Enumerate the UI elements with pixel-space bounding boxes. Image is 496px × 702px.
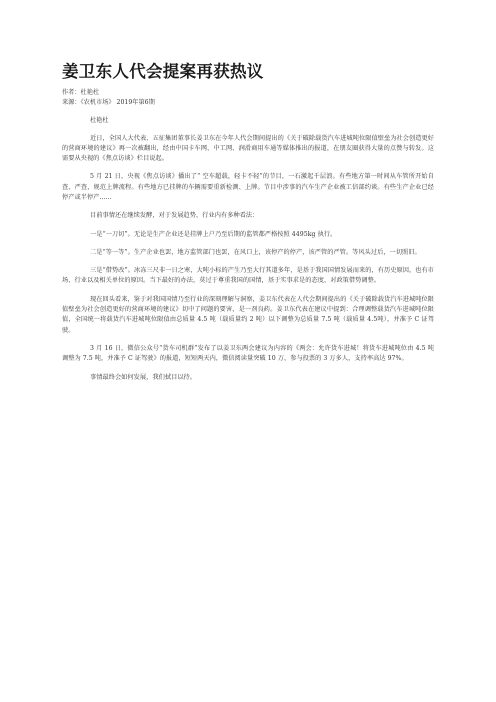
paragraph-3: 目前事情还在继续发酵，对于发展趋势，行业内有多种看法： [90, 212, 259, 220]
paragraph-4: 一是“一刀切”。无论是生产企业还是挂牌上户乃至后期的监管都严格按照 4495kg 执行。 [90, 230, 337, 238]
paragraph-7: 现在回头看来，鉴于对我国国情乃至行业的深刻理解与洞察，姜卫东代表在人代会期间提出的《关于破除载货汽车进城吨位限值壁垒为社会创造更好的营商环境的建议》切中了问题的要害，是一剂良药。姜卫东代表在建议中提到：合理调整载货汽车进城吨位限值，全国统一将载货汽车进城吨位限值由总质量 4.5 吨（载质量约 2 吨）以下调整为总质量 7.5 吨（载质量 4.5吨），并准予 C 证驾驶。 [62, 295, 434, 334]
byline: 杜艳杜 [90, 117, 109, 124]
paragraph-2: 5 月 21 日，央视《焦点访谈》播出了“ 空车超载，轻卡不轻”的节目，一石激起千层浪。有些地方第一时间从车管所开始自查、严查，规范上牌流程。有些地方已挂牌的车辆需要重新检测、上牌。节目中涉事的汽车生产企业被工信部约谈。有些生产企业已经停产或半停产…… [62, 173, 434, 201]
paragraph-6: 三是“借势改”。冰冻三尺非一日之寒，大吨小标的产生乃至大行其道多年，是基于我国国情发展而来的，有历史原因，也有市场、行业以及相关单位的原因。当下最好的办法，莫过于尊重我国的国情，基于实事求是的态度，对政策借势调整。 [62, 267, 434, 285]
paragraph-8: 3 月 16 日，微信公众号“货车司机群”发布了以姜卫东两会建议为内容的《两会：允许货车进城！将货车进城吨位由 4.5 吨调整为 7.5 吨，并准予 C 证驾驶》的报道，短短两天内，微信阅读量突破 10 万，参与投票的 3 万多人，支持率高达 97%。 [62, 344, 434, 363]
paragraph-1: 近日，全国人大代表、五征集团董事长姜卫东在今年人代会期间提出的《关于破除载货汽车进城吨位限值壁垒为社会创造更好的营商环境的建议》再一次被翻出，经由中国卡车网、中工网、润滑商用车通等媒体推出的报道，在朋友圈获得大量的点赞与转发。这需要从央视的《焦点访谈》栏目说起。 [62, 134, 434, 163]
author-line: 作者：杜艳杜 [62, 89, 100, 96]
article [62, 62, 434, 383]
paragraph-5: 二是“等一等”。生产企业也罢，地方监管部门也罢，在风口上，该停产的停产，该严管的严管。等风头过后，一切照旧。 [90, 248, 421, 256]
source-line: 来源：《农机市场》 2019年第6期 [62, 98, 155, 106]
article-title: 姜卫东人代会提案再获热议 [62, 62, 264, 81]
paragraph-9: 事情最终会如何发展，我们拭目以待。 [90, 373, 197, 381]
